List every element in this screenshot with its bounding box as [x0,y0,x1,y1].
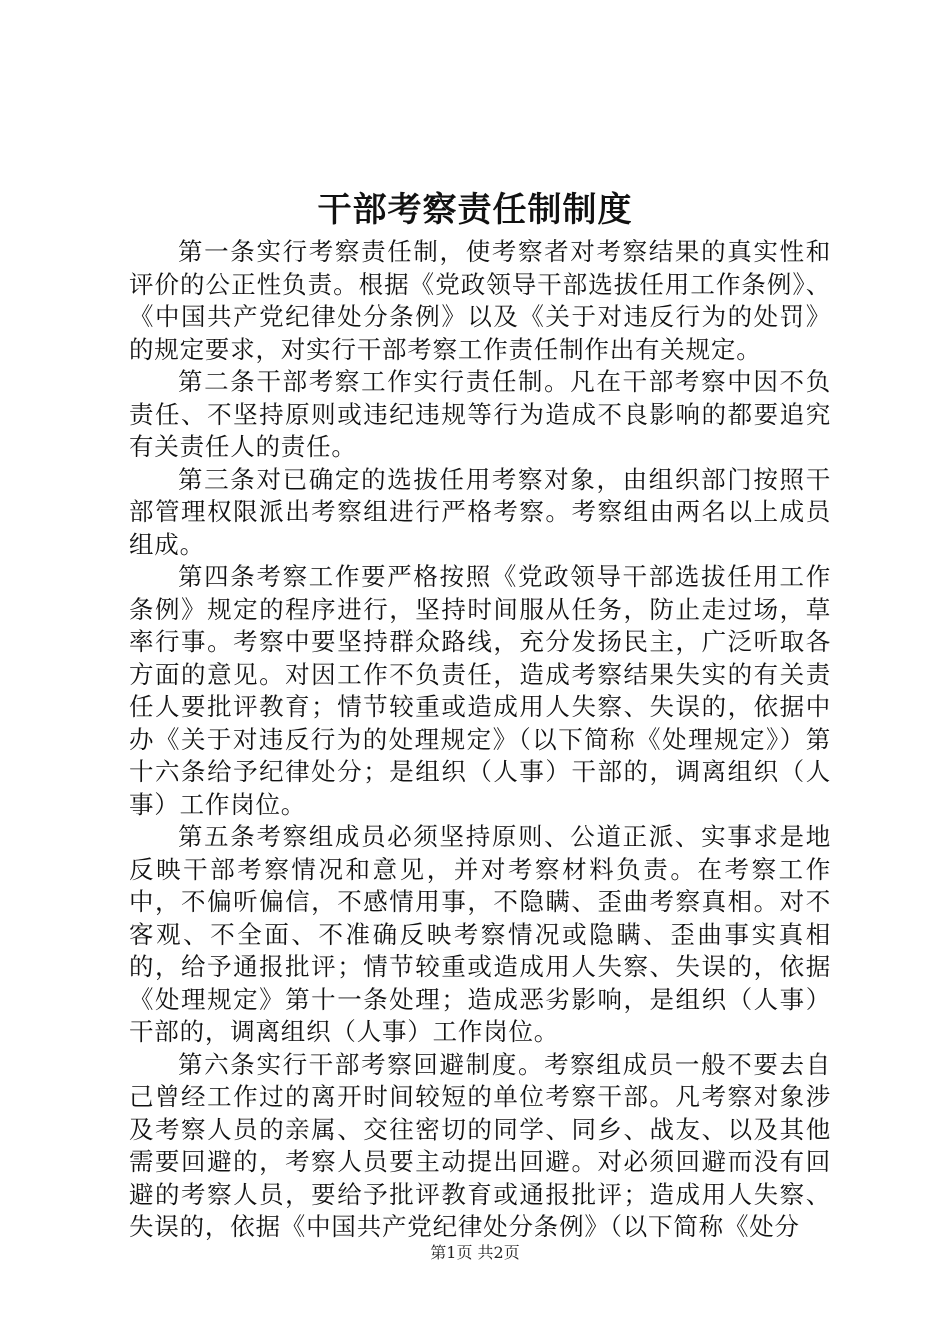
article-4-paragraph: 第四条考察工作要严格按照《党政领导干部选拔任用工作条例》规定的程序进行，坚持时间服从任务，防止走过场，草率行事。考察中要坚持群众路线，充分发扬民主，广泛听取各方面的意见。对因工作不负责任，造成考察结果失实的有关责任人要批评教育；情节较重或造成用人失察、失误的，依据中办《关于对违反行为的处理规定》（以下简称《处理规定》）第十六条给予纪律处分；是组织（人事）干部的，调离组织（人事）工作岗位。 [129,562,831,819]
document-title: 干部考察责任制制度 [317,190,633,230]
document-body [129,236,831,1244]
article-2-paragraph: 第二条干部考察工作实行责任制。凡在干部考察中因不负责任、不坚持原则或违纪违规等行为造成不良影响的都要追究有关责任人的责任。 [129,367,831,461]
article-5-paragraph: 第五条考察组成员必须坚持原则、公道正派、实事求是地反映干部考察情况和意见，并对考察材料负责。在考察工作中，不偏听偏信，不感情用事，不隐瞒、歪曲考察真相。对不客观、不全面、不准确反映考察情况或隐瞒、歪曲事实真相的，给予通报批评；情节较重或造成用人失察、失误的，依据《处理规定》第十一条处理；造成恶劣影响，是组织（人事）干部的，调离组织（人事）工作岗位。 [129,822,831,1046]
page-number-footer: 第1页 共2页 [430,1243,520,1262]
article-6-paragraph: 第六条实行干部考察回避制度。考察组成员一般不要去自己曾经工作过的离开时间较短的单位考察干部。凡考察对象涉及考察人员的亲属、交往密切的同学、同乡、战友、以及其他需要回避的，考察人员要主动提出回避。对必须回避而没有回避的考察人员，要给予批评教育或通报批评；造成用人失察、失误的，依据《中国共产党纪律处分条例》（以下简称《处分 [129,1049,831,1241]
article-1-paragraph: 第一条实行考察责任制，使考察者对考察结果的真实性和评价的公正性负责。根据《党政领导干部选拔任用工作条例》、《中国共产党纪律处分条例》以及《关于对违反行为的处罚》的规定要求，对实行干部考察工作责任制作出有关规定。 [129,237,831,364]
article-3-paragraph: 第三条对已确定的选拔任用考察对象，由组织部门按照干部管理权限派出考察组进行严格考察。考察组由两名以上成员组成。 [129,464,831,559]
